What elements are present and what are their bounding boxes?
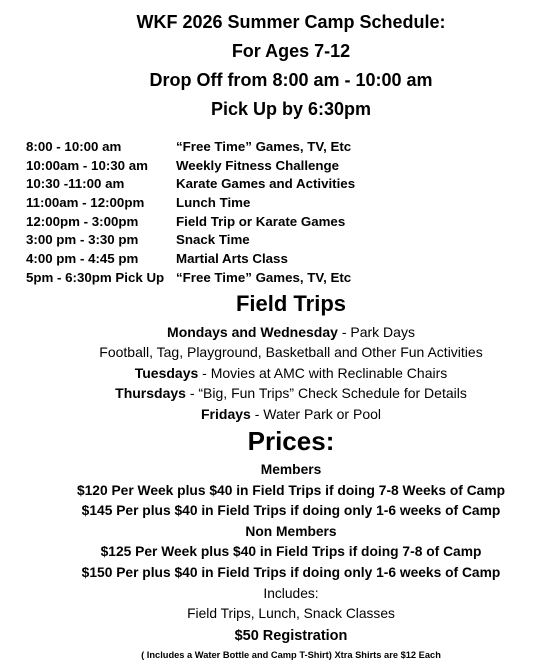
prices-heading: Prices: [247,426,335,456]
trip-day-label: Fridays [201,405,251,422]
includes-text: Field Trips, Lunch, Snack Classes [187,606,395,622]
schedule-time: 11:00am - 12:00pm [26,195,145,211]
field-trips-heading: Field Trips [235,291,347,316]
trip-friday [0,404,560,424]
trip-activities: Football, Tag, Playground, Basketball and Other Fun Activities [99,344,483,361]
non-members-price-2: $150 Per plus $40 in Field Trips if doing only 1-6 weeks of Camp [81,564,501,580]
trip-description: - Movies at AMC with Reclinable Chairs [198,364,448,381]
schedule-row [26,157,546,176]
members-price-2: $145 Per plus $40 in Field Trips if doing only 1-6 weeks of Camp [81,503,501,519]
schedule-activity: Lunch Time [176,195,251,211]
schedule-activity: “Free Time” Games, TV, Etc [176,139,352,154]
header-ages: For Ages 7-12 [231,41,351,61]
non-members-label: Non Members [245,523,337,539]
schedule-time: 10:30 -11:00 am [26,176,125,192]
registration-fee: $50 Registration [234,627,348,644]
daily-schedule [26,138,546,288]
prices-section [0,460,560,663]
field-trips-section [0,322,560,424]
non-members-price-1: $125 Per Week plus $40 in Field Trips if doing 7-8 of Camp [100,544,482,560]
trip-mon-wed [0,322,560,342]
schedule-row [26,175,546,194]
schedule-time: 10:00am - 10:30 am [26,157,148,173]
trip-tuesday [0,363,560,383]
schedule-time: 4:00 pm - 4:45 pm [26,251,139,267]
trip-day-label: Tuesdays [134,364,199,381]
schedule-time: 5pm - 6:30pm Pick Up [26,269,165,285]
document-header [0,8,560,124]
schedule-activity: Weekly Fitness Challenge [176,157,340,173]
members-label: Members [260,462,322,477]
schedule-row [26,269,546,288]
schedule-row [26,231,546,250]
schedule-row [26,250,546,269]
schedule-row [26,138,546,157]
trip-day-label: Thursdays [115,385,186,402]
header-drop-off: Drop Off from 8:00 am - 10:00 am [149,70,433,90]
schedule-time: 8:00 - 10:00 am [26,139,122,154]
schedule-time: 3:00 pm - 3:30 pm [26,232,139,248]
schedule-activity: Martial Arts Class [176,251,288,267]
schedule-activity: “Free Time” Games, TV, Etc [176,269,352,285]
header-pick-up: Pick Up by 6:30pm [210,99,372,119]
schedule-row [26,213,546,232]
includes-label: Includes: [263,585,319,601]
trip-day-label: Mondays and Wednesday [167,324,338,340]
trip-description: - “Big, Fun Trips” Check Schedule for Details [185,385,467,402]
schedule-time: 12:00pm - 3:00pm [26,213,139,229]
schedule-activity: Snack Time [176,232,250,248]
registration-footnote: ( Includes a Water Bottle and Camp T-Shirt) Xtra Shirts are $12 Each [141,649,441,660]
schedule-activity: Karate Games and Activities [176,176,356,192]
trip-thursday [0,383,560,403]
members-price-1: $120 Per Week plus $40 in Field Trips if doing 7-8 Weeks of Camp [76,482,506,498]
header-title: WKF 2026 Summer Camp Schedule: [136,12,446,32]
schedule-activity: Field Trip or Karate Games [176,213,346,229]
schedule-row [26,194,546,213]
trip-description: - Park Days [337,324,415,340]
trip-description: - Water Park or Pool [250,405,381,422]
